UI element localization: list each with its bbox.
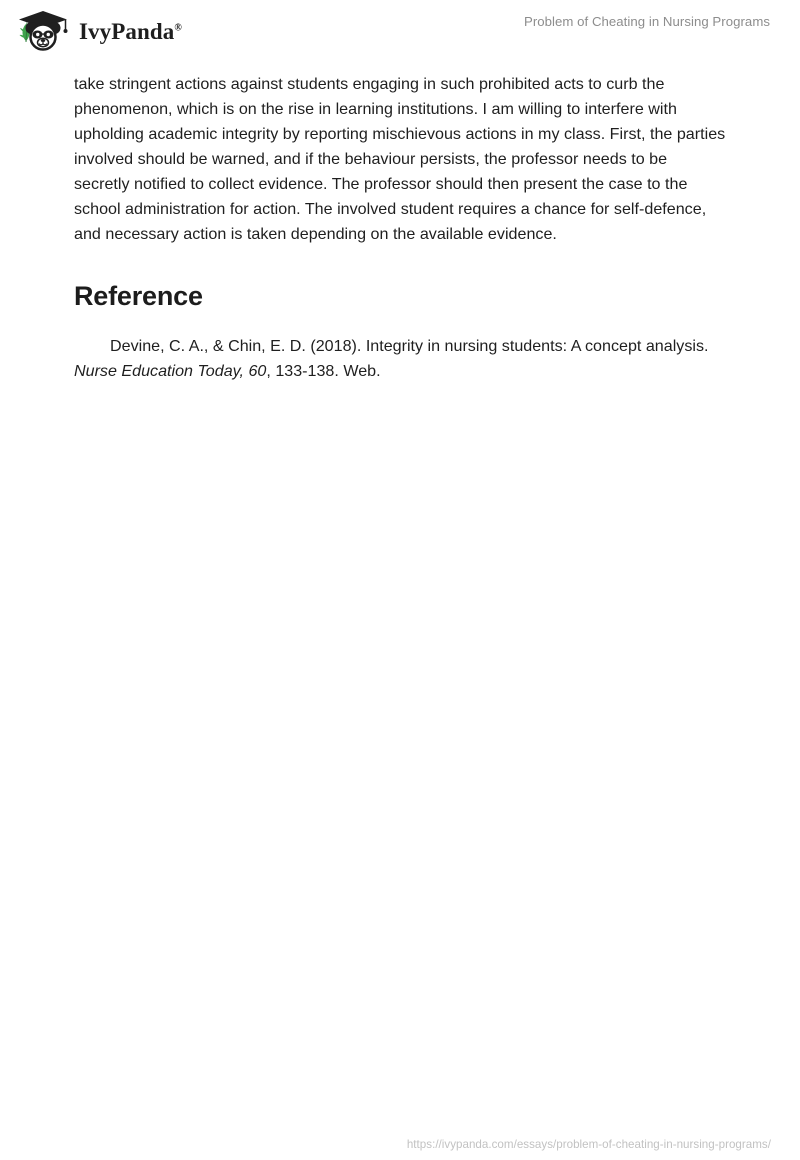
- reference-entry: [74, 334, 726, 384]
- reference-journal-separator: ,: [239, 362, 249, 381]
- brand-logo-link[interactable]: [14, 9, 182, 53]
- registered-trademark-symbol: ®: [174, 21, 182, 33]
- panda-graduate-logo-icon: [14, 9, 70, 53]
- reference-pages: , 133-138. Web.: [266, 362, 381, 381]
- reference-article-title: Integrity in nursing students: A concept analysis.: [365, 337, 709, 356]
- brand-name-text: IvyPanda: [79, 18, 175, 44]
- page-header: [0, 0, 800, 60]
- page-footer: [0, 1120, 800, 1160]
- body-paragraph: take stringent actions against students engaging in such prohibited acts to curb the phenomenon, which is on the rise in learning institutions. I am willing to interfere with upholding academic integrity by reporting mischievous actions in my class. First, the parties involved should be warned, and if the behaviour persists, the professor needs to be secretly notified to collect evidence. The professor should then present the case to the school administration for action. The involved student requires a chance for self-defence, and necessary action is taken depending on the available evidence.: [74, 75, 726, 243]
- source-url-link[interactable]: https://ivypanda.com/essays/problem-of-cheating-in-nursing-programs/: [406, 1138, 771, 1151]
- document-content: [74, 72, 726, 384]
- reference-volume: 60: [248, 362, 267, 381]
- reference-section-heading: Reference: [74, 281, 203, 311]
- document-title-header: Problem of Cheating in Nursing Programs: [523, 14, 770, 29]
- brand-wordmark: [79, 20, 182, 43]
- reference-journal-name: Nurse Education Today: [74, 362, 240, 381]
- reference-authors-year: Devine, C. A., & Chin, E. D. (2018).: [110, 337, 366, 356]
